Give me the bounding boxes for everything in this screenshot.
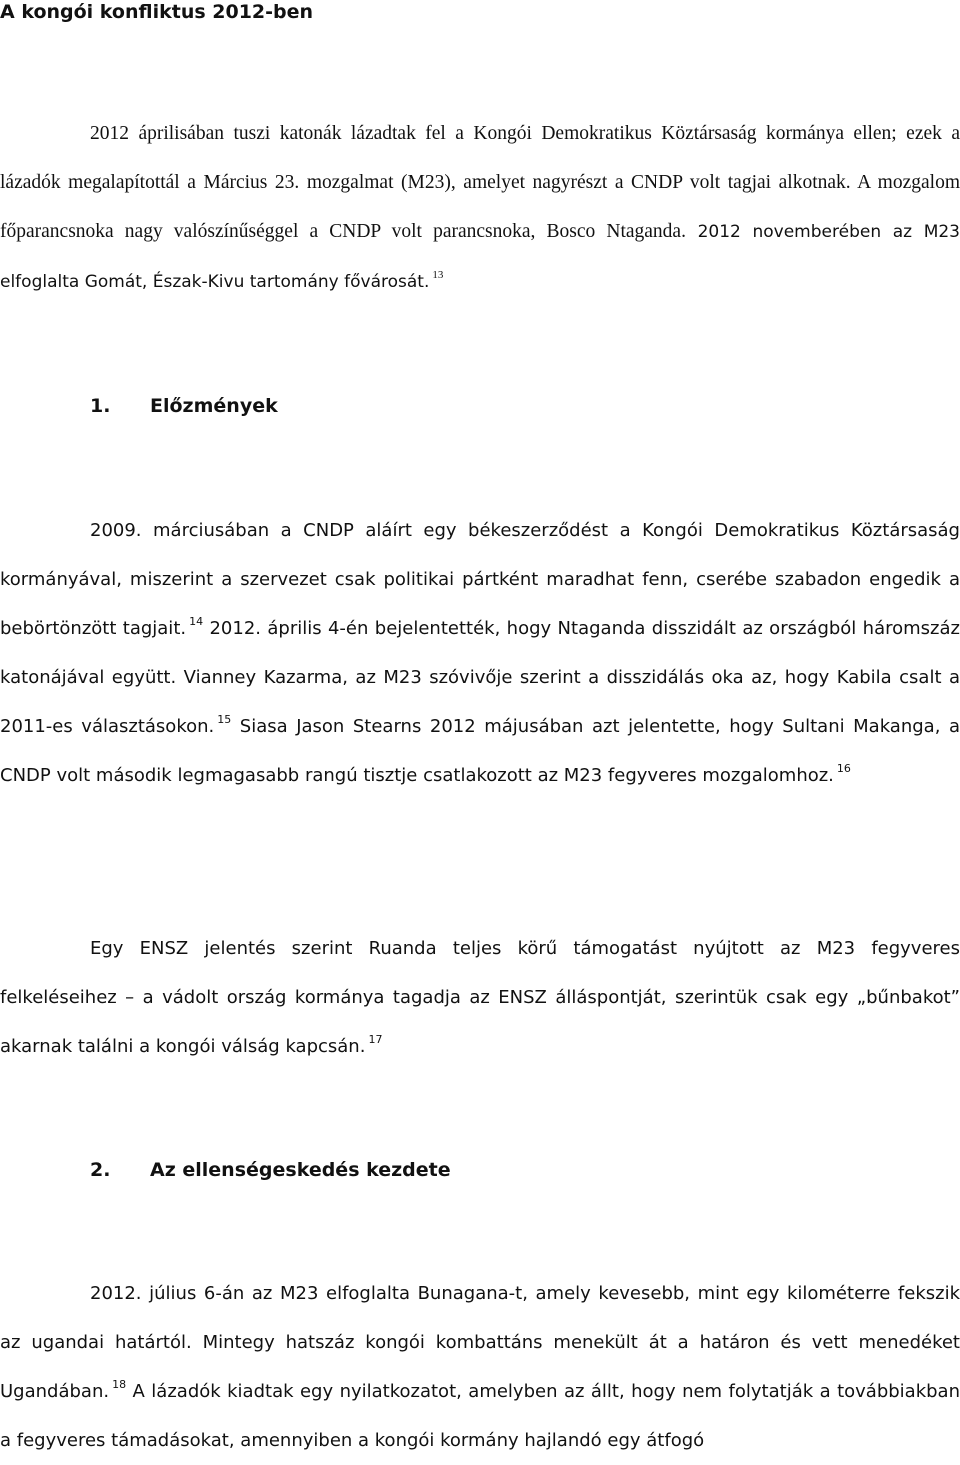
section-heading-2: [90, 1158, 451, 1182]
intro-text-2: 2012 novemberében az M23 elfoglalta Gomát, Észak-Kivu tartomány fővárosát.: [0, 222, 960, 292]
section-number: 1.: [90, 395, 111, 417]
section-1-paragraph-1: [0, 506, 960, 800]
paragraph-text: 2012. július 6-án az M23 elfoglalta Bunagana-t, amely kevesebb, mint egy kilométerre fekszik az ugandai határtól. Mintegy hatszáz kongói kombattáns menekült át a határon és vett menedéket Ugandában.: [0, 1283, 960, 1402]
footnote-ref[interactable]: 14: [189, 615, 204, 628]
paragraph-text: A lázadók kiadtak egy nyilatkozatot, amelyben az állt, hogy nem folytatják a továbbiakban a fegyveres támadásokat, amennyiben a kongói kormány hajlandó egy átfogó: [0, 1381, 960, 1451]
footnote-ref[interactable]: 18: [112, 1378, 127, 1391]
document-title: A kongói konfliktus 2012-ben: [0, 1, 314, 23]
section-heading-1: [90, 394, 278, 418]
footnote-ref[interactable]: 13: [432, 269, 444, 281]
paragraph-text: Siasa Jason Stearns 2012 májusában azt jelentette, hogy Sultani Makanga, a CNDP volt második legmagasabb rangú tisztje csatlakozott az M23 fegyveres mozgalomhoz.: [0, 716, 960, 786]
section-1-paragraph-2: [0, 924, 960, 1071]
section-title: Előzmények: [150, 395, 278, 417]
section-title: Az ellenségeskedés kezdete: [150, 1159, 451, 1181]
footnote-ref[interactable]: 15: [217, 713, 232, 726]
section-2-paragraph-1: [0, 1269, 960, 1465]
section-number: 2.: [90, 1159, 111, 1181]
footnote-ref[interactable]: 16: [836, 762, 851, 775]
paragraph-text: 2009. márciusában a CNDP aláírt egy békeszerződést a Kongói Demokratikus Köztársaság kormányával, miszerint a szervezet csak politikai pártként maradhat fenn, cserébe szabadon engedik a bebörtönzött tagjait.: [0, 520, 960, 639]
intro-text-1: 2012 áprilisában tuszi katonák lázadtak fel a Kongói Demokratikus Köztársaság kormánya ellen; ezek a lázadók megalapítottál a Március 23. mozgalmat (M23), amelyet nagyrészt a CNDP volt tagjai alkotnak. A mozgalom főparancsnoka nagy valószínűséggel a CNDP volt parancsnoka, Bosco Ntaganda.: [0, 123, 960, 242]
paragraph-text: 2012. április 4-én bejelentették, hogy Ntaganda disszidált az országból háromszáz katonájával együtt. Vianney Kazarma, az M23 szóvivője szerint a disszidálás oka az, hogy Kabila csalt a 2011-es választásokon.: [0, 618, 960, 737]
footnote-ref[interactable]: 17: [368, 1033, 383, 1046]
intro-paragraph: [0, 109, 960, 307]
paragraph-text: Egy ENSZ jelentés szerint Ruanda teljes körű támogatást nyújtott az M23 fegyveres felkeléseihez – a vádolt ország kormánya tagadja az ENSZ álláspontját, szerintük csak egy „bűnbakot” akarnak találni a kongói válság kapcsán.: [0, 938, 960, 1057]
